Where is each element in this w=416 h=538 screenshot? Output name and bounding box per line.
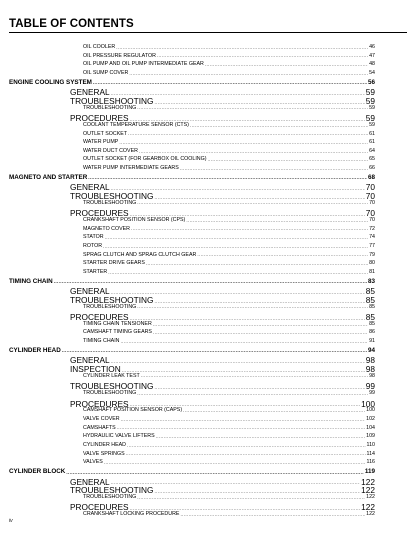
toc-entry-page: 83 — [367, 277, 375, 285]
toc-entry-title: CYLINDER HEAD — [83, 441, 126, 448]
toc-entry-title: CAMSHAFTS — [83, 424, 116, 431]
toc-entry-page: 72 — [369, 225, 375, 232]
dot-leader — [186, 219, 368, 224]
dot-leader — [137, 201, 368, 206]
dot-leader — [154, 196, 364, 201]
toc-entry[interactable] — [83, 305, 375, 310]
dot-leader — [137, 305, 368, 310]
toc-entry-page: 64 — [369, 147, 375, 154]
toc-entry-title: CAMSHAFT TIMING GEARS — [83, 329, 152, 336]
toc-entry-title: GENERAL — [70, 355, 110, 366]
toc-entry-title: PROCEDURES — [70, 398, 129, 409]
dot-leader — [141, 374, 368, 379]
toc-entry-page: 116 — [366, 459, 375, 466]
toc-entry-title: VALVE COVER — [83, 415, 120, 422]
dot-leader — [205, 63, 368, 68]
toc-entry-page: 70 — [365, 191, 375, 202]
toc-entry[interactable] — [83, 391, 375, 396]
dot-leader — [93, 81, 367, 86]
toc-entry-title: CAMSHAFT POSITION SENSOR (CAPS) — [83, 407, 183, 414]
dot-leader — [129, 72, 368, 77]
toc-entry[interactable] — [83, 460, 375, 465]
toc-entry-title: OIL COOLER — [83, 44, 116, 50]
dot-leader — [122, 369, 365, 374]
dot-leader — [154, 490, 360, 495]
toc-entry-title: CYLINDER BLOCK — [9, 467, 66, 475]
toc-entry-page: 85 — [365, 312, 375, 323]
toc-entry-page: 85 — [369, 320, 375, 327]
toc-entry[interactable] — [83, 45, 375, 50]
toc-entry-page: 122 — [361, 502, 375, 513]
toc-entry-title: GENERAL — [70, 286, 110, 297]
toc-entry-page: 94 — [367, 346, 375, 354]
toc-entry-page: 81 — [369, 268, 375, 275]
dot-leader — [137, 106, 368, 111]
dot-leader — [66, 471, 364, 476]
toc-entry-title: TIMING CHAIN — [9, 277, 53, 285]
toc-entry-title: TIMING CHAIN TENSIONER — [83, 320, 152, 327]
toc-entry[interactable] — [83, 443, 375, 448]
dot-leader — [111, 360, 365, 365]
toc-entry-title: GENERAL — [70, 476, 110, 487]
toc-entry-page: 70 — [365, 182, 375, 193]
toc-entry[interactable] — [83, 322, 375, 327]
toc-entry[interactable] — [83, 62, 375, 67]
toc-entry-page: 110 — [366, 441, 375, 448]
toc-entry-title: HYDRAULIC VALVE LIFTERS — [83, 433, 155, 440]
toc-entry-title: TROUBLESHOOTING — [70, 294, 154, 305]
toc-entry[interactable] — [83, 106, 375, 111]
dot-leader — [183, 409, 365, 414]
dot-leader — [117, 426, 365, 431]
dot-leader — [153, 323, 368, 328]
toc-entry[interactable] — [83, 157, 375, 162]
dot-leader — [156, 435, 366, 440]
toc-entry-page: 91 — [369, 338, 375, 345]
toc-entry-title: OUTLET SOCKET (FOR GEARBOX OIL COOLING) — [83, 156, 207, 163]
toc-entry-title: OIL PRESSURE REGULATOR — [83, 52, 156, 59]
toc-entry-page: 59 — [365, 95, 375, 106]
dot-leader — [116, 46, 368, 51]
toc-entry[interactable] — [83, 426, 375, 431]
toc-entry[interactable] — [83, 253, 375, 258]
toc-entry-title: WATER DUCT COVER — [83, 147, 138, 154]
dot-leader — [104, 461, 366, 466]
toc-entry-title: CRANKSHAFT POSITION SENSOR (CPS) — [83, 217, 186, 223]
toc-entry-title: MAGNETO AND STARTER — [9, 173, 88, 181]
dot-leader — [137, 392, 368, 397]
dot-leader — [103, 245, 368, 250]
dot-leader — [121, 418, 366, 423]
dot-leader — [153, 331, 368, 336]
toc-entry-title: PROCEDURES — [70, 113, 129, 124]
toc-entry-title: OIL SUMP COVER — [83, 69, 129, 76]
toc-entry[interactable] — [83, 434, 375, 439]
toc-entry-page: 61 — [369, 130, 375, 137]
toc-entry-title: INSPECTION — [70, 364, 121, 375]
toc-entry-page: 70 — [365, 208, 375, 219]
toc-entry-title: TROUBLESHOOTING — [83, 390, 137, 396]
toc-entry[interactable] — [9, 348, 375, 354]
dot-leader — [127, 444, 366, 449]
dot-leader — [197, 253, 368, 258]
toc-entry-title: PROCEDURES — [70, 208, 129, 219]
dot-leader — [137, 496, 365, 501]
toc-entry-title: OUTLET SOCKET — [83, 130, 128, 137]
page-number: iv — [9, 518, 13, 524]
title-rule — [9, 32, 407, 33]
dot-leader — [62, 349, 367, 354]
toc-entry-title: VALVES — [83, 459, 103, 466]
toc-entry-page: 59 — [365, 113, 375, 124]
toc-entry-page: 48 — [369, 61, 375, 68]
toc-entry-page: 122 — [366, 493, 375, 500]
toc-entry-page: 54 — [369, 69, 375, 76]
toc-entry-title: TROUBLESHOOTING — [70, 95, 154, 106]
toc-entry-page: 56 — [367, 78, 375, 86]
toc-entry-page: 70 — [369, 217, 375, 223]
toc-entry-page: 74 — [369, 234, 375, 241]
toc-entry-page: 85 — [369, 303, 375, 310]
toc-entry-title: PROCEDURES — [70, 502, 129, 513]
toc-entry-page: 59 — [369, 104, 375, 111]
toc-entry-title: STATOR — [83, 234, 104, 241]
toc-entry[interactable] — [83, 330, 375, 335]
toc-entry-page: 46 — [369, 44, 375, 50]
dot-leader — [180, 513, 365, 518]
dot-leader — [105, 236, 368, 241]
dot-leader — [154, 386, 364, 391]
toc-entry[interactable] — [83, 140, 375, 145]
toc-entry[interactable] — [83, 408, 375, 413]
toc-entry-title: ROTOR — [83, 242, 103, 249]
toc-entry-title: COOLANT TEMPERATURE SENSOR (CTS) — [83, 121, 189, 128]
toc-entry[interactable] — [83, 512, 375, 517]
dot-leader — [190, 124, 368, 129]
toc-entry[interactable] — [83, 244, 375, 249]
toc-entry-page: 102 — [366, 415, 375, 422]
toc-entry-page: 98 — [365, 355, 375, 366]
toc-entry[interactable] — [83, 417, 375, 422]
toc-entry-title: CYLINDER LEAK TEST — [83, 372, 140, 379]
toc-entry[interactable] — [83, 270, 375, 275]
toc-entry-page: 68 — [367, 173, 375, 181]
toc-entry-title: ENGINE COOLING SYSTEM — [9, 78, 92, 86]
toc-entry-title: TROUBLESHOOTING — [70, 191, 154, 202]
toc-entry-title: TROUBLESHOOTING — [83, 199, 137, 206]
toc-entry-title: TROUBLESHOOTING — [70, 485, 154, 496]
toc-entry[interactable] — [9, 469, 375, 475]
dot-leader — [208, 158, 369, 163]
toc-entry-page: 80 — [369, 260, 375, 267]
toc-entry-page: 85 — [365, 294, 375, 305]
toc-entry-page: 122 — [361, 476, 375, 487]
dot-leader — [54, 280, 367, 285]
toc-entry-page: 114 — [366, 450, 375, 457]
dot-leader — [108, 271, 368, 276]
dot-leader — [88, 176, 367, 181]
dot-leader — [119, 141, 368, 146]
toc-entry[interactable] — [9, 175, 375, 181]
toc-entry[interactable] — [83, 132, 375, 137]
toc-entry-title: TROUBLESHOOTING — [70, 381, 154, 392]
toc-entry-page: 99 — [365, 381, 375, 392]
dot-leader — [180, 167, 368, 172]
toc-entry-title: OIL PUMP AND OIL PUMP INTERMEDIATE GEAR — [83, 61, 204, 68]
toc-entry[interactable] — [70, 97, 375, 105]
toc-entry-page: 47 — [369, 52, 375, 59]
dot-leader — [128, 132, 368, 137]
toc-entry-page: 86 — [369, 329, 375, 336]
toc-entry[interactable] — [9, 80, 375, 86]
toc-entry[interactable] — [83, 149, 375, 154]
toc-entry[interactable] — [83, 166, 375, 171]
dot-leader — [146, 262, 368, 267]
toc-entry-title: CRANKSHAFT LOCKING PROCEDURE — [83, 511, 180, 518]
dot-leader — [139, 150, 368, 155]
dot-leader — [131, 227, 368, 232]
toc-entry[interactable] — [83, 218, 375, 223]
toc-entry-page: 119 — [364, 467, 375, 475]
dot-leader — [157, 54, 368, 59]
toc-entry-title: TROUBLESHOOTING — [83, 493, 137, 500]
toc-entry-page: 100 — [361, 398, 375, 409]
toc-entry-page: 109 — [366, 433, 375, 440]
toc-entry-page: 61 — [369, 139, 375, 146]
toc-entry-page: 100 — [366, 407, 375, 414]
toc-entry-page: 77 — [369, 242, 375, 249]
toc-entry-title: STARTER DRIVE GEARS — [83, 260, 145, 267]
toc-entry-page: 122 — [361, 485, 375, 496]
toc-entry-title: WATER PUMP INTERMEDIATE GEARS — [83, 165, 179, 172]
toc-entry[interactable] — [83, 495, 375, 500]
toc-entry[interactable] — [83, 227, 375, 232]
toc-entry-title: CYLINDER HEAD — [9, 346, 61, 354]
dot-leader — [130, 317, 365, 322]
toc-entry[interactable] — [83, 374, 375, 379]
toc-entry[interactable] — [83, 235, 375, 240]
dot-leader — [154, 300, 364, 305]
toc-entry-title: WATER PUMP — [83, 139, 119, 146]
toc-entry[interactable] — [83, 71, 375, 76]
toc-entry[interactable] — [83, 261, 375, 266]
toc-entry-page: 65 — [369, 156, 375, 163]
toc-entry-title: MAGNETO COVER — [83, 225, 130, 232]
toc-entry-title: TIMING CHAIN — [83, 338, 120, 345]
toc-entry[interactable] — [83, 201, 375, 206]
toc-entry-page: 59 — [369, 121, 375, 128]
toc-entry-page: 99 — [369, 390, 375, 396]
toc-entry[interactable] — [83, 123, 375, 128]
toc-entry-page: 66 — [369, 165, 375, 172]
toc-entry[interactable] — [70, 296, 375, 304]
toc-entry-page: 98 — [369, 372, 375, 379]
toc-entry-title: TROUBLESHOOTING — [83, 303, 137, 310]
toc-entry-page: 98 — [365, 364, 375, 375]
toc-entry[interactable] — [9, 279, 375, 285]
dot-leader — [154, 101, 364, 106]
toc-entry-title: GENERAL — [70, 87, 110, 98]
toc-entry-title: VALVE SPRINGS — [83, 450, 125, 457]
dot-leader — [121, 340, 369, 345]
toc-entry-page: 70 — [369, 199, 375, 206]
toc-entry-page: 122 — [366, 511, 375, 518]
toc-entry[interactable] — [83, 54, 375, 59]
toc-entry-title: PROCEDURES — [70, 312, 129, 323]
toc-entry-title: GENERAL — [70, 182, 110, 193]
toc-entry-page: 85 — [365, 286, 375, 297]
toc-entry[interactable] — [83, 452, 375, 457]
toc-entry-page: 104 — [366, 424, 375, 431]
toc-entry-page: 59 — [365, 87, 375, 98]
toc-entry-title: SPRAG CLUTCH AND SPRAG CLUTCH GEAR — [83, 251, 197, 258]
toc-entry[interactable] — [83, 339, 375, 344]
toc-entry-page: 79 — [369, 251, 375, 258]
dot-leader — [126, 452, 366, 457]
toc-entry-title: TROUBLESHOOTING — [83, 104, 137, 111]
page-title: TABLE OF CONTENTS — [9, 18, 134, 30]
toc-entry-title: STARTER — [83, 268, 108, 275]
